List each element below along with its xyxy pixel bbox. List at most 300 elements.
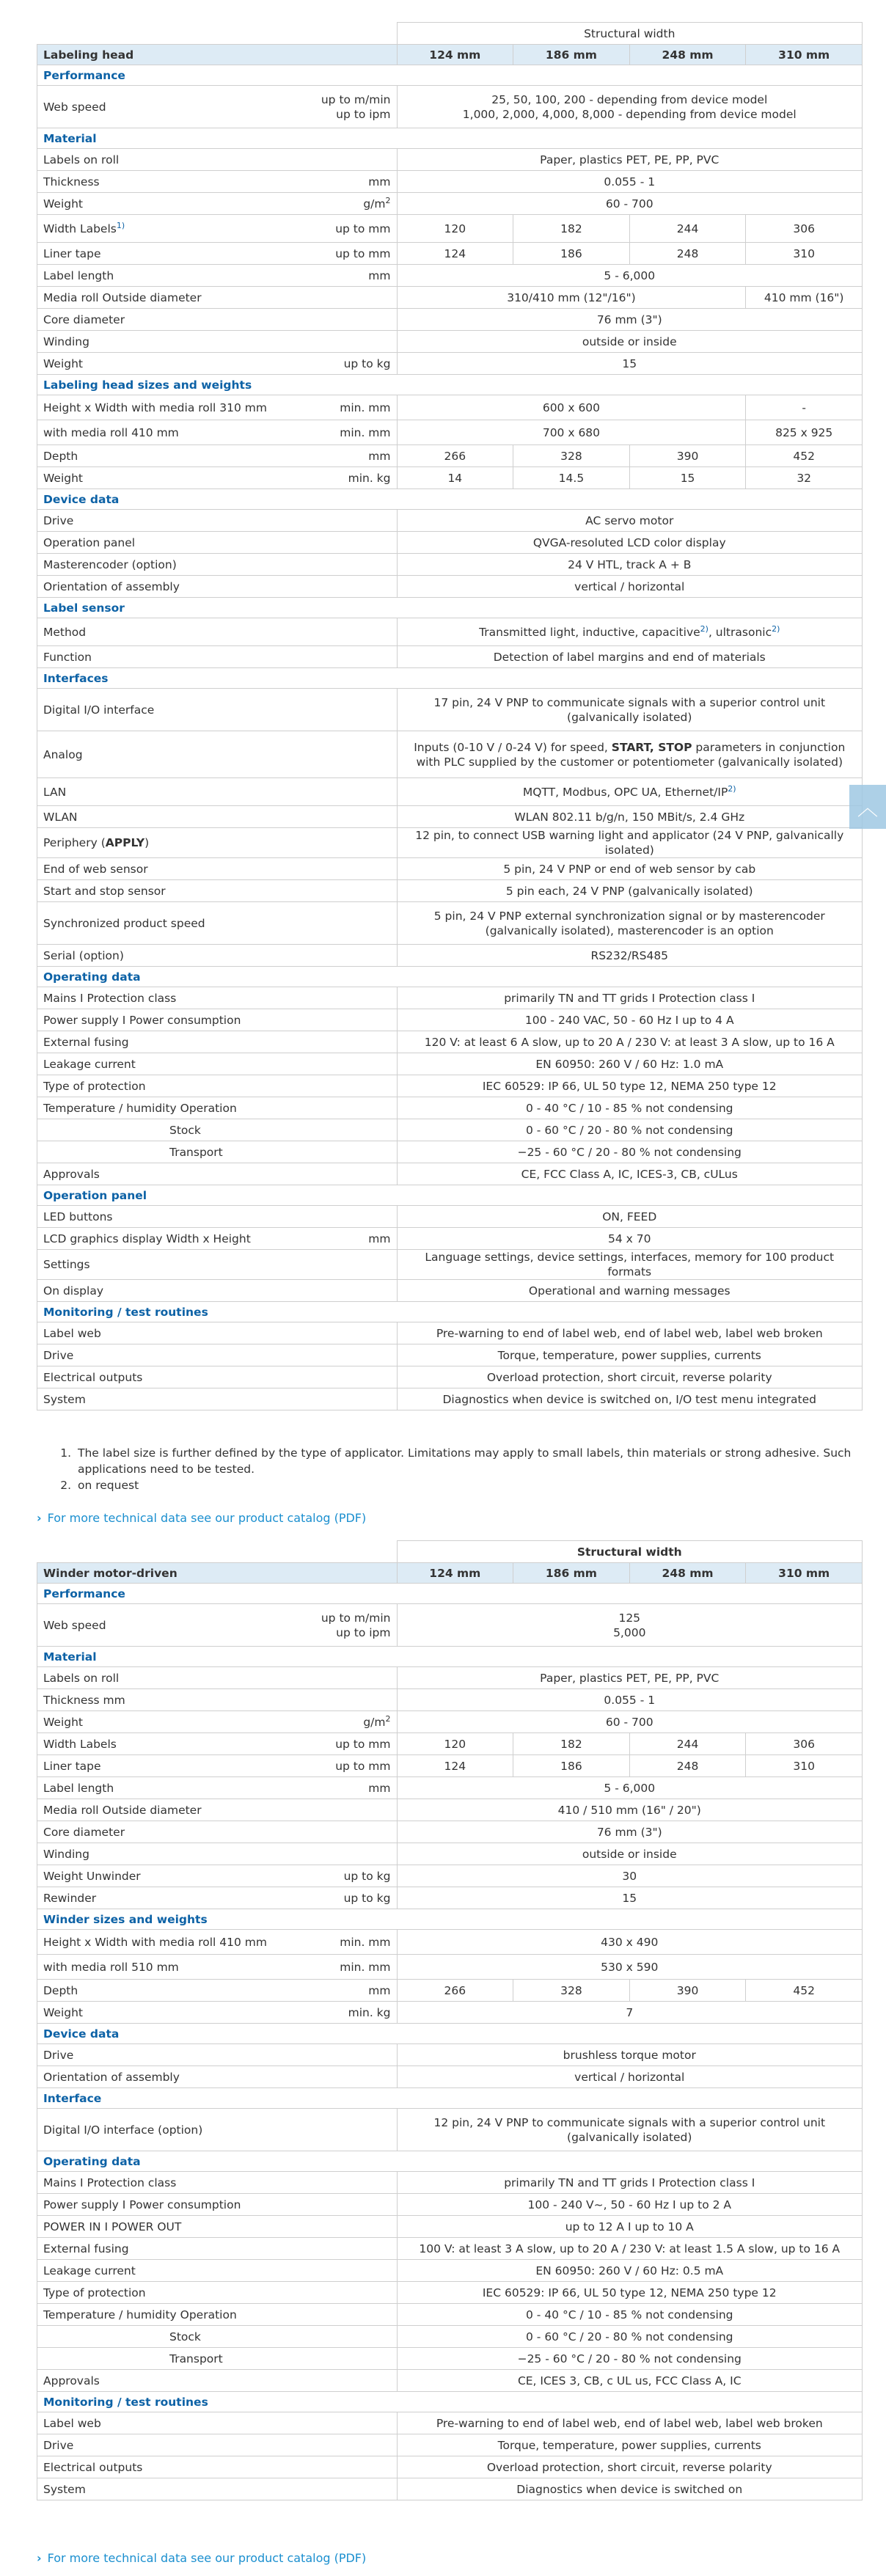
table-row xyxy=(37,1604,863,1647)
unit-line xyxy=(368,449,390,464)
section-title: Label sensor xyxy=(37,598,863,618)
section-title: Winder sizes and weights xyxy=(37,1909,863,1930)
value-text: 12 pin, to connect USB warning light and applicator (24 V PNP, galvanically isolated) xyxy=(415,829,844,857)
value-cell xyxy=(397,2109,863,2151)
row-label-cell xyxy=(37,1009,398,1031)
table-row xyxy=(37,1053,863,1075)
unit-text-2: up to ipm xyxy=(336,1625,391,1639)
table-row xyxy=(37,1930,863,1955)
row-label: Depth xyxy=(43,449,78,463)
row-label: Web speed xyxy=(43,1618,106,1632)
row-label-cell xyxy=(37,2456,398,2478)
table-row xyxy=(37,2434,863,2456)
table-row xyxy=(37,858,863,880)
unit xyxy=(363,1711,390,1732)
section-row xyxy=(37,65,863,86)
value-cell xyxy=(397,1141,863,1163)
row-label-cell xyxy=(37,1388,398,1410)
table-row xyxy=(37,2216,863,2238)
row-label: with media roll 410 mm xyxy=(43,425,179,439)
section-row xyxy=(37,2392,863,2412)
value-cell xyxy=(397,2348,863,2370)
row-label-cell xyxy=(37,731,398,778)
row-label: Height x Width with media roll 410 mm xyxy=(43,1935,268,1949)
row-label-cell xyxy=(37,1799,398,1821)
row-label: Label length xyxy=(43,1781,114,1795)
value-text: Torque, temperature, power supplies, currents xyxy=(497,1348,761,1362)
unit xyxy=(344,1865,391,1887)
row-label-cell: Periphery (APPLY) xyxy=(37,828,398,858)
row-label-cell xyxy=(37,554,398,576)
unit-line xyxy=(340,1935,390,1950)
unit xyxy=(340,1930,390,1954)
footnote-1: 1. The label size is further defined by the type of applicator. Limitations may apply to small labels, thin materials or strong adhesive. Such applications need to be tested. xyxy=(75,1445,882,1477)
value-cell xyxy=(397,1865,863,1887)
value-cell xyxy=(397,902,863,945)
value-cell xyxy=(397,646,863,668)
row-label: Electrical outputs xyxy=(43,2460,143,2474)
row-label: Type of protection xyxy=(43,2286,146,2299)
value-text: vertical / horizontal xyxy=(574,2070,685,2084)
value-text: Pre-warning to end of label web, end of label web, label web broken xyxy=(436,1326,823,1340)
value-text: ON, FEED xyxy=(602,1210,657,1223)
value-text: EN 60950: 260 V / 60 Hz: 1.0 mA xyxy=(535,1057,724,1071)
section-row xyxy=(37,1302,863,1322)
section-title: Interface xyxy=(37,2088,863,2109)
row-label-cell xyxy=(37,1228,398,1250)
structural-width-label: Structural width xyxy=(397,1541,863,1563)
value-cell xyxy=(397,2172,863,2194)
value-text: 15 xyxy=(622,1891,637,1905)
row-label-cell xyxy=(37,2282,398,2304)
table-row xyxy=(37,731,863,778)
row-label-cell xyxy=(37,778,398,806)
row-label: Synchronized product speed xyxy=(43,916,205,930)
catalog-link-text: For more technical data see our product catalog (PDF) xyxy=(47,1511,367,1525)
value-text: −25 - 60 °C / 20 - 80 % not condensing xyxy=(517,1145,742,1159)
value-text: CE, FCC Class A, IC, ICES-3, CB, cULus xyxy=(521,1167,738,1181)
table-row xyxy=(37,445,863,467)
value-text: 100 - 240 V~, 50 - 60 Hz I up to 2 A xyxy=(527,2198,731,2211)
value-cell xyxy=(397,576,863,598)
row-label: Thickness xyxy=(43,175,100,189)
table-row xyxy=(37,1955,863,1980)
value-cell xyxy=(397,1821,863,1843)
scroll-to-top-button[interactable] xyxy=(849,785,886,829)
row-label-cell xyxy=(37,2478,398,2500)
winder-spec-table xyxy=(37,1540,863,2500)
unit-line xyxy=(340,1960,390,1975)
row-label-cell xyxy=(37,86,398,128)
row-label: Weight xyxy=(43,471,84,485)
section-title: Interfaces xyxy=(37,668,863,689)
table-row xyxy=(37,2066,863,2088)
value-cell xyxy=(397,309,863,331)
row-label: LCD graphics display Width x Height xyxy=(43,1232,251,1245)
value-cell xyxy=(397,510,863,532)
value-cell: 182 xyxy=(513,1733,630,1755)
row-label-cell xyxy=(37,1667,398,1689)
value-text: 100 - 240 VAC, 50 - 60 Hz I up to 4 A xyxy=(524,1013,734,1027)
value-cell xyxy=(397,1799,863,1821)
row-label: Approvals xyxy=(43,2374,100,2387)
table-row xyxy=(37,149,863,171)
value-cell: 825 x 925 xyxy=(746,420,863,445)
row-label: Core diameter xyxy=(43,1825,125,1839)
footnote-ref[interactable]: 1) xyxy=(116,220,125,230)
row-label-cell xyxy=(37,2348,398,2370)
unit xyxy=(344,353,391,374)
table-row xyxy=(37,2412,863,2434)
row-label: LAN xyxy=(43,785,67,799)
value-text: Paper, plastics PET, PE, PP, PVC xyxy=(540,1671,720,1685)
value-text: 5 - 6,000 xyxy=(604,1781,656,1795)
value-text: 5 - 6,000 xyxy=(604,268,656,282)
value-cell xyxy=(397,554,863,576)
value-part: START, STOP xyxy=(611,740,692,754)
value-text: 24 V HTL, track A + B xyxy=(568,557,692,571)
table-row xyxy=(37,1366,863,1388)
unit-line xyxy=(321,92,391,107)
table-row xyxy=(37,2238,863,2260)
unit-line xyxy=(340,425,390,440)
value-text: AC servo motor xyxy=(585,513,674,527)
footnote-ref[interactable]: 2) xyxy=(700,623,709,634)
row-label-cell xyxy=(37,1053,398,1075)
table-row xyxy=(37,2044,863,2066)
row-label-cell xyxy=(37,445,398,467)
value-tail: , ultrasonic xyxy=(708,625,772,639)
value-cell: 310 xyxy=(746,1755,863,1777)
footnote-ref[interactable]: 2) xyxy=(772,623,780,634)
table-row xyxy=(37,576,863,598)
row-label-cell xyxy=(37,2216,398,2238)
unit-line xyxy=(335,1737,390,1752)
unit xyxy=(335,1755,390,1777)
value-cell xyxy=(397,1955,863,1980)
column-header-row xyxy=(37,1563,863,1584)
row-label: Leakage current xyxy=(43,1057,136,1071)
value-text: Detection of label margins and end of materials xyxy=(493,650,766,664)
value-text: 5 pin each, 24 V PNP (galvanically isolated) xyxy=(505,884,753,898)
row-label-cell xyxy=(37,2326,398,2348)
table-row xyxy=(37,880,863,902)
section-title: Monitoring / test routines xyxy=(37,2392,863,2412)
row-label-cell xyxy=(37,646,398,668)
value-cell xyxy=(397,1777,863,1799)
unit xyxy=(321,86,391,128)
value-cell: 306 xyxy=(746,1733,863,1755)
value-text: 0.055 - 1 xyxy=(604,175,656,189)
row-label-cell xyxy=(37,215,398,243)
value-text: Paper, plastics PET, PE, PP, PVC xyxy=(540,153,720,167)
value-text: 17 pin, 24 V PNP to communicate signals with a superior control unit (galvanically isolated) xyxy=(433,695,826,724)
unit-text: g/m xyxy=(363,1715,386,1729)
unit-text: up to m/min xyxy=(321,92,391,106)
width-header: 124 mm xyxy=(397,1563,513,1584)
unit-line xyxy=(348,2005,391,2020)
section-row xyxy=(37,1584,863,1604)
value-cell: 266 xyxy=(397,1980,513,2002)
row-label: Type of protection xyxy=(43,1079,146,1093)
value-text: primarily TN and TT grids I Protection class I xyxy=(504,991,755,1005)
value-text: CE, ICES 3, CB, c UL us, FCC Class A, IC xyxy=(517,2374,742,2387)
section-title: Device data xyxy=(37,2024,863,2044)
unit-sup: 2 xyxy=(385,1713,391,1724)
row-label-cell xyxy=(37,1887,398,1909)
catalog-link[interactable] xyxy=(37,1511,366,1525)
value-line: 125 xyxy=(618,1611,641,1625)
head-label: Labeling head xyxy=(37,45,398,65)
value-text: outside or inside xyxy=(582,1847,677,1861)
unit-line xyxy=(368,1983,390,1998)
value-line: 5,000 xyxy=(613,1625,646,1639)
unit-text: up to m/min xyxy=(321,1611,391,1625)
unit-line xyxy=(335,1759,390,1774)
row-label: Media roll Outside diameter xyxy=(43,1803,202,1817)
value-cell: 600 x 600 xyxy=(397,395,746,420)
section-row xyxy=(37,375,863,395)
value-text: Diagnostics when device is switched on, I/O test menu integrated xyxy=(442,1392,816,1406)
row-label-cell xyxy=(37,420,398,445)
table-row xyxy=(37,646,863,668)
row-label-cell xyxy=(37,1777,398,1799)
value-cell xyxy=(397,1667,863,1689)
row-label: Drive xyxy=(43,513,74,527)
value-cell xyxy=(397,2044,863,2066)
footnotes xyxy=(37,1445,882,1493)
table-row xyxy=(37,1799,863,1821)
table-row xyxy=(37,510,863,532)
row-label: Winding xyxy=(43,1847,89,1861)
row-label-cell xyxy=(37,2044,398,2066)
unit-line xyxy=(344,1869,391,1884)
section-title: Operating data xyxy=(37,2151,863,2172)
value-text: 120 V: at least 6 A slow, up to 20 A / 230 V: at least 3 A slow, up to 16 A xyxy=(424,1035,835,1049)
row-label-bold: APPLY xyxy=(105,836,145,849)
row-label-cell xyxy=(37,1930,398,1955)
row-label-cell xyxy=(37,1322,398,1344)
unit-text: min. mm xyxy=(340,400,391,414)
unit xyxy=(368,1980,390,2001)
value-text: WLAN 802.11 b/g/n, 150 MBit/s, 2.4 GHz xyxy=(514,810,745,824)
section-title: Device data xyxy=(37,489,863,510)
unit-text: mm xyxy=(368,1781,391,1795)
value-cell: 390 xyxy=(629,445,746,467)
table-row xyxy=(37,287,863,309)
section-row xyxy=(37,489,863,510)
row-label-cell xyxy=(37,1163,398,1185)
row-label: System xyxy=(43,2482,86,2496)
table-row xyxy=(37,395,863,420)
section-title: Labeling head sizes and weights xyxy=(37,375,863,395)
value-cell xyxy=(397,1097,863,1119)
row-label: Power supply I Power consumption xyxy=(43,1013,241,1027)
table-row xyxy=(37,1388,863,1410)
row-label: Liner tape xyxy=(43,1759,101,1773)
unit xyxy=(368,1228,390,1249)
value-cell xyxy=(397,1031,863,1053)
value-cell: 120 xyxy=(397,1733,513,1755)
labeling-head-spec-table xyxy=(37,22,863,1410)
table-row xyxy=(37,1119,863,1141)
chevron-right-icon: › xyxy=(37,1511,42,1525)
value-cell xyxy=(397,880,863,902)
value-cell xyxy=(397,2002,863,2024)
unit-text: up to kg xyxy=(343,356,391,370)
value-cell xyxy=(397,2326,863,2348)
value-cell xyxy=(397,2194,863,2216)
value-cell: 452 xyxy=(746,1980,863,2002)
section-title: Performance xyxy=(37,65,863,86)
width-header: 310 mm xyxy=(746,1563,863,1584)
row-label: with media roll 510 mm xyxy=(43,1960,179,1974)
row-label-cell xyxy=(37,618,398,646)
value-cell: 186 xyxy=(513,243,630,265)
row-label-cell xyxy=(37,1206,398,1228)
table-row xyxy=(37,215,863,243)
row-label: Label length xyxy=(43,268,114,282)
table-row xyxy=(37,1711,863,1733)
value-text: RS232/RS485 xyxy=(590,948,669,962)
value-cell xyxy=(397,1163,863,1185)
row-label-cell xyxy=(37,1604,398,1647)
value-cell xyxy=(397,828,863,858)
section-row xyxy=(37,2088,863,2109)
unit-text: up to mm xyxy=(335,1737,391,1751)
value-cell xyxy=(397,2434,863,2456)
chevron-up-icon: ︿ xyxy=(857,796,878,820)
row-label: Height x Width with media roll 310 mm xyxy=(43,400,268,414)
value-cell xyxy=(397,331,863,353)
table-row xyxy=(37,828,863,858)
value-text: Language settings, device settings, interfaces, memory for 100 product formats xyxy=(425,1251,835,1278)
row-label: Digital I/O interface xyxy=(43,703,155,717)
row-label-cell xyxy=(37,2304,398,2326)
unit-line xyxy=(340,400,390,415)
table-row xyxy=(37,1009,863,1031)
row-label: Stock xyxy=(169,2330,201,2343)
unit xyxy=(344,1887,391,1909)
value-cell xyxy=(397,858,863,880)
section-title: Material xyxy=(37,1647,863,1667)
row-label-cell xyxy=(37,1075,398,1097)
unit xyxy=(368,265,390,286)
row-label: Mains I Protection class xyxy=(43,991,177,1005)
value-text: 0 - 60 °C / 20 - 80 % not condensing xyxy=(526,1123,733,1137)
value-cell: 248 xyxy=(629,243,746,265)
row-label: Weight xyxy=(43,2005,84,2019)
row-label: Serial (option) xyxy=(43,948,124,962)
value-cell xyxy=(397,2456,863,2478)
value-cell xyxy=(397,1843,863,1865)
row-label-cell xyxy=(37,1689,398,1711)
table-row xyxy=(37,1887,863,1909)
footnote-ref[interactable]: 2) xyxy=(728,783,736,794)
value-cell xyxy=(397,1075,863,1097)
table-row xyxy=(37,987,863,1009)
table-row xyxy=(37,806,863,828)
section-title: Operating data xyxy=(37,967,863,987)
table-row xyxy=(37,193,863,215)
unit xyxy=(335,243,390,264)
table-row xyxy=(37,309,863,331)
value-cell xyxy=(397,1280,863,1302)
value-cell xyxy=(397,987,863,1009)
table-row xyxy=(37,2304,863,2326)
catalog-link-2[interactable] xyxy=(37,2551,366,2565)
unit-text: mm xyxy=(368,449,391,463)
row-label-cell xyxy=(37,2109,398,2151)
row-label-cell xyxy=(37,353,398,375)
row-label: Orientation of assembly xyxy=(43,2070,180,2084)
row-label: Mains I Protection class xyxy=(43,2176,177,2189)
row-label: Start and stop sensor xyxy=(43,884,166,898)
value-text: vertical / horizontal xyxy=(574,579,685,593)
value-cell xyxy=(397,1228,863,1250)
row-label-cell xyxy=(37,1711,398,1733)
value-cell xyxy=(397,353,863,375)
section-title: Operation panel xyxy=(37,1185,863,1206)
value-text: 530 x 590 xyxy=(601,1960,659,1974)
value-text: Overload protection, short circuit, reverse polarity xyxy=(486,2460,772,2474)
value-text: 7 xyxy=(626,2005,634,2019)
value-cell: 452 xyxy=(746,445,863,467)
unit-line xyxy=(344,356,391,371)
head-label: Winder motor-driven xyxy=(37,1563,398,1584)
unit-line xyxy=(335,246,390,261)
value-cell xyxy=(397,2282,863,2304)
value-cell xyxy=(397,1322,863,1344)
table-row xyxy=(37,2348,863,2370)
table-row xyxy=(37,902,863,945)
value-text: Overload protection, short circuit, reverse polarity xyxy=(486,1370,772,1384)
value-cell: 182 xyxy=(513,215,630,243)
row-label: WLAN xyxy=(43,810,78,824)
unit xyxy=(348,467,391,489)
value-cell xyxy=(397,1009,863,1031)
row-label: External fusing xyxy=(43,1035,129,1049)
row-label: Transport xyxy=(169,2352,223,2365)
value-line: 25, 50, 100, 200 - depending from device model xyxy=(491,92,768,106)
row-label: Leakage current xyxy=(43,2264,136,2277)
value-text: up to 12 A I up to 10 A xyxy=(565,2220,694,2233)
unit-text: up to mm xyxy=(335,246,391,260)
table-row xyxy=(37,1031,863,1053)
value-text: Operational and warning messages xyxy=(528,1284,731,1298)
value-cell xyxy=(397,2412,863,2434)
value-cell: 310 xyxy=(746,243,863,265)
section-row xyxy=(37,2024,863,2044)
value-cell xyxy=(397,1053,863,1075)
table-row xyxy=(37,618,863,646)
unit xyxy=(340,395,390,420)
value-text: 54 x 70 xyxy=(608,1232,651,1245)
table-row xyxy=(37,1075,863,1097)
section-title: Performance xyxy=(37,1584,863,1604)
value-text: primarily TN and TT grids I Protection class I xyxy=(504,2176,755,2189)
unit-sup: 2 xyxy=(385,195,391,205)
row-label-cell xyxy=(37,2260,398,2282)
row-label: Weight xyxy=(43,356,84,370)
row-label: Method xyxy=(43,625,87,639)
value-text: 30 xyxy=(622,1869,637,1883)
unit-line xyxy=(321,1611,391,1625)
value-cell xyxy=(397,1930,863,1955)
row-label-cell xyxy=(37,987,398,1009)
row-label-cell xyxy=(37,2194,398,2216)
row-label-cell xyxy=(37,287,398,309)
